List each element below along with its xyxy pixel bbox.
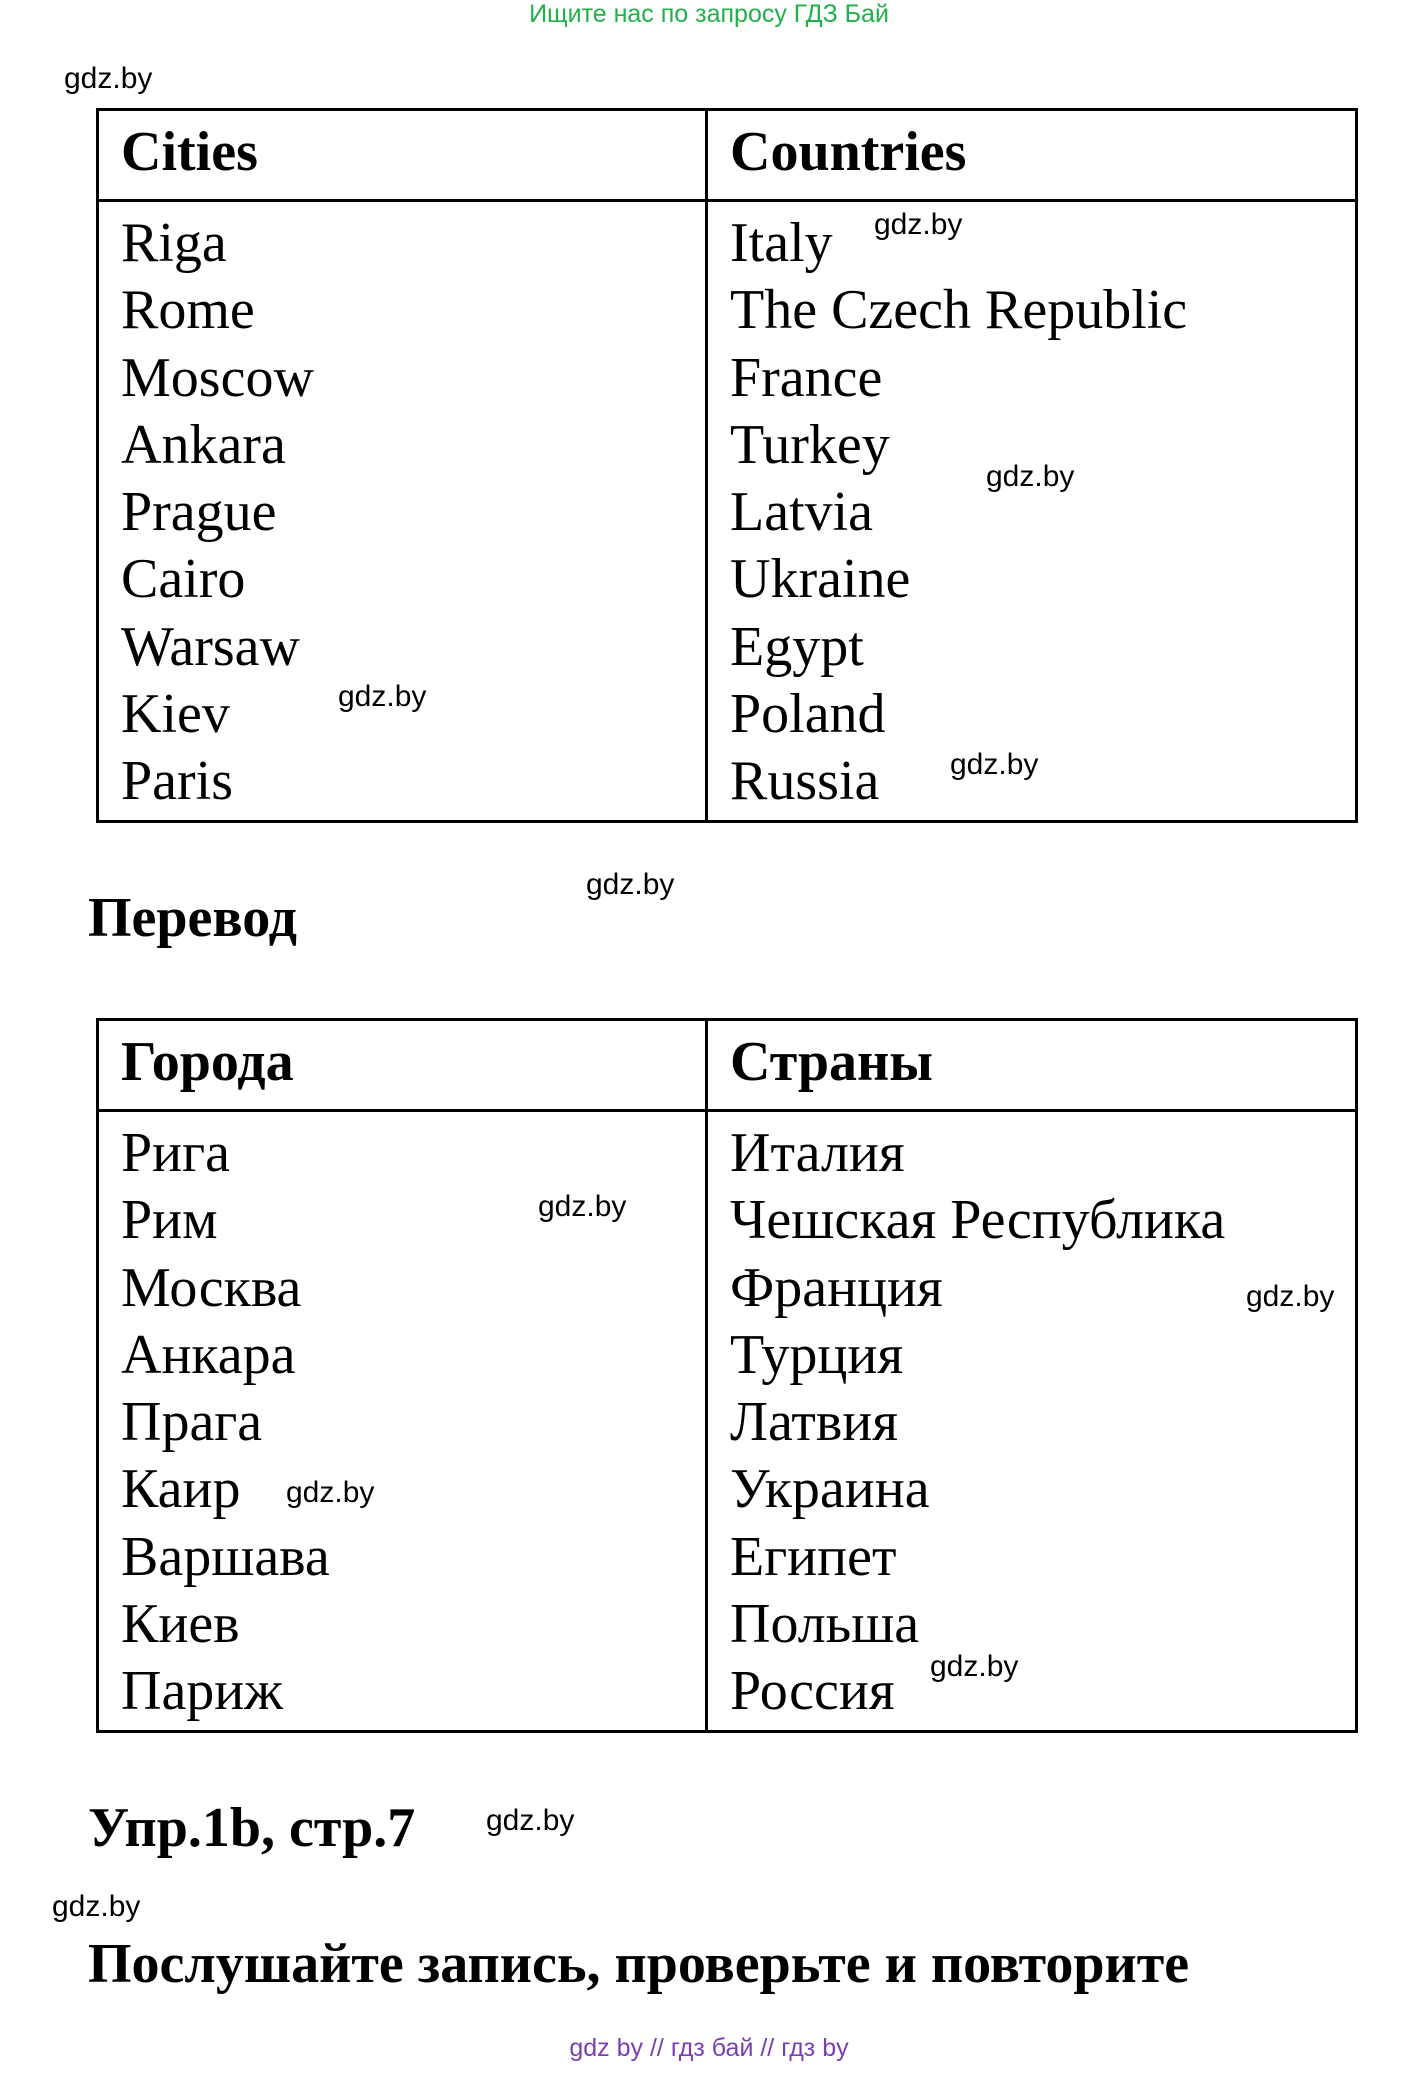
country-cell: Польша [730, 1593, 920, 1656]
city-cell: Рига [121, 1122, 230, 1184]
country-cell: Ukraine [730, 548, 911, 611]
country-cell: Turkey [730, 413, 890, 476]
country-cell: Франция [730, 1256, 943, 1319]
city-cell: Киев [121, 1593, 240, 1656]
watermark: gdz.by [338, 680, 427, 713]
country-cell: Украина [730, 1458, 930, 1521]
watermark: gdz.by [586, 868, 675, 901]
countries-column [708, 1112, 1355, 1730]
table-body [99, 202, 1355, 820]
city-cell: Warsaw [121, 615, 300, 678]
watermark: gdz.by [286, 1476, 375, 1509]
country-cell: Latvia [730, 481, 874, 544]
country-cell: France [730, 346, 883, 409]
watermark: gdz.by [986, 460, 1075, 493]
translation-heading: Перевод [88, 887, 297, 949]
city-cell: Каир [121, 1458, 241, 1521]
watermark: gdz.by [538, 1190, 627, 1223]
watermark: gdz.by [52, 1890, 141, 1923]
top-banner: Ищите нас по запросу ГДЗ Бай [529, 0, 889, 28]
country-cell: Турция [730, 1323, 904, 1386]
watermark: gdz.by [1246, 1280, 1335, 1313]
city-cell: Париж [121, 1660, 283, 1723]
city-cell: Paris [121, 750, 233, 813]
cities-countries-table [96, 108, 1358, 823]
cities-header: Cities [99, 111, 708, 199]
country-cell: Россия [730, 1660, 895, 1723]
city-cell: Ankara [121, 413, 286, 476]
table-header-row [99, 111, 1355, 202]
country-cell: Египет [730, 1525, 897, 1588]
country-cell: Italy [730, 212, 833, 274]
cities-header: Города [99, 1021, 708, 1109]
city-cell: Москва [121, 1256, 302, 1319]
city-cell: Cairo [121, 548, 246, 611]
table-body [99, 1112, 1355, 1730]
country-cell: Чешская Республика [730, 1189, 1226, 1252]
country-cell: Италия [730, 1122, 905, 1184]
city-cell: Рим [121, 1189, 218, 1252]
city-cell: Rome [121, 279, 255, 342]
watermark: gdz.by [64, 62, 153, 95]
city-cell: Варшава [121, 1525, 330, 1588]
watermark: gdz.by [486, 1804, 575, 1837]
countries-header: Countries [730, 121, 967, 183]
exercise-heading: Упр.1b, стр.7 [88, 1797, 416, 1859]
countries-column [708, 202, 1355, 820]
city-cell: Prague [121, 481, 277, 544]
watermark: gdz.by [930, 1650, 1019, 1683]
city-cell: Прага [121, 1391, 263, 1454]
city-cell: Moscow [121, 346, 314, 409]
footer-links: gdz by // гдз бай // гдз by [569, 2034, 849, 2062]
exercise-instruction: Послушайте запись, проверьте и повторите [88, 1933, 1190, 1995]
translation-table [96, 1018, 1358, 1733]
country-cell: The Czech Republic [730, 279, 1188, 342]
watermark: gdz.by [950, 748, 1039, 781]
city-cell: Riga [121, 212, 227, 274]
cities-column [99, 202, 708, 820]
city-cell: Kiev [121, 683, 230, 746]
country-cell: Egypt [730, 615, 864, 678]
country-cell: Russia [730, 750, 880, 813]
country-cell: Poland [730, 683, 886, 746]
watermark: gdz.by [874, 208, 963, 241]
table-header-row [99, 1021, 1355, 1112]
countries-header: Страны [730, 1031, 934, 1093]
cities-column [99, 1112, 708, 1730]
country-cell: Латвия [730, 1391, 899, 1454]
city-cell: Анкара [121, 1323, 296, 1386]
